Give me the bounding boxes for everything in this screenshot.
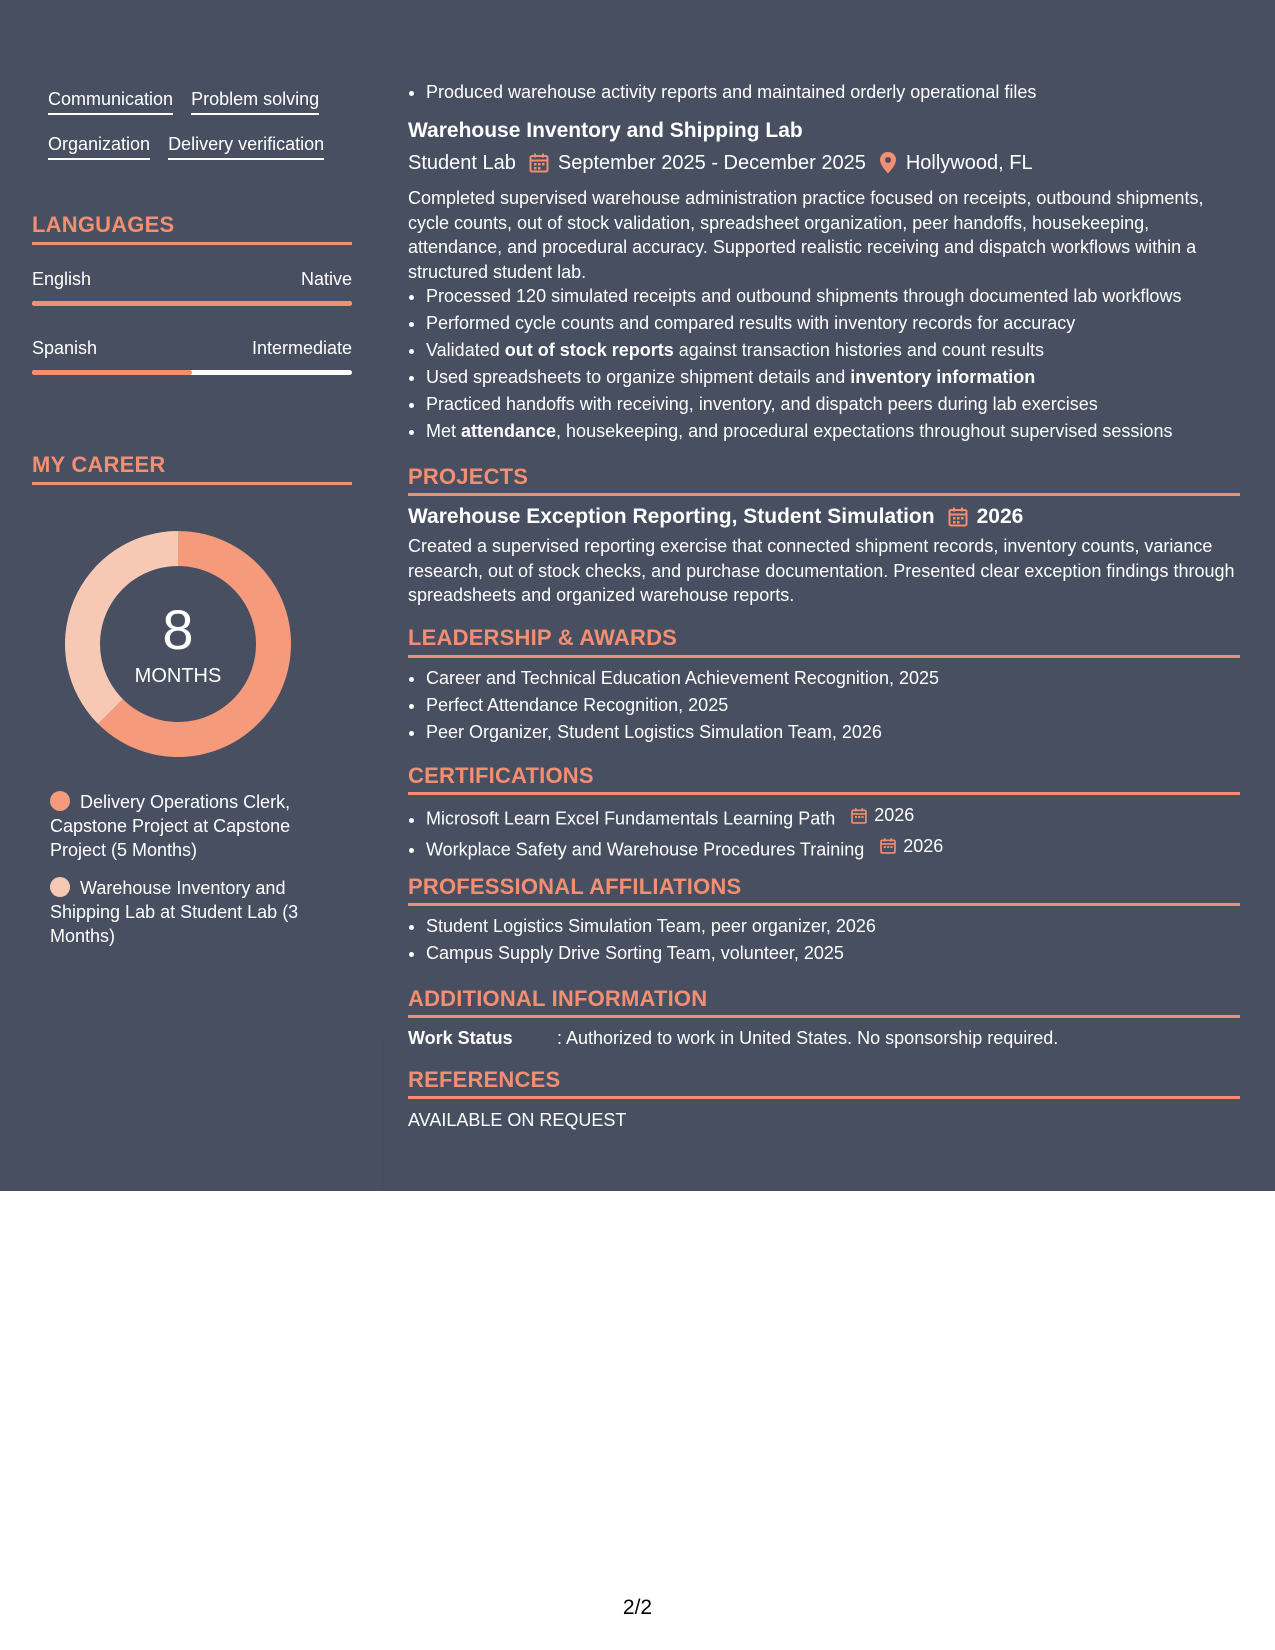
references-rule	[408, 1096, 1240, 1099]
skill-tag: Problem solving	[191, 88, 319, 115]
projects-heading: PROJECTS	[408, 464, 529, 489]
career-legend-label: Delivery Operations Clerk, Capstone Project at Capstone Project (5 Months)	[50, 792, 291, 860]
language-level-bar	[32, 301, 352, 306]
list-item	[426, 833, 1246, 864]
list-item: • Campus Supply Drive Sorting Team, volunteer, 2025	[426, 940, 1246, 967]
career-total-months: 8	[162, 598, 194, 661]
additional-heading: ADDITIONAL INFORMATION	[408, 986, 708, 1011]
project-name: Warehouse Exception Reporting, Student Simulation	[408, 505, 935, 528]
list-item: • Peer Organizer, Student Logistics Simulation Team, 2026	[426, 719, 1246, 746]
career-unit: MONTHS	[134, 665, 222, 687]
list-item: • Used spreadsheets to organize shipment details and inventory information	[426, 364, 1246, 391]
certification-name: Microsoft Learn Excel Fundamentals Learning Path	[426, 808, 836, 829]
experience-summary: Completed supervised warehouse administration practice focused on receipts, outbound shipments, cycle counts, out of stock validation, spreadsheet organization, peer handoffs, housekeeping, attendance, and procedural accuracy. Supported realistic receiving and dispatch workflows within a structured student lab.	[408, 188, 1204, 282]
list-item: • Student Logistics Simulation Team, peer organizer, 2026	[426, 913, 1246, 940]
list-item: • Performed cycle counts and compared results with inventory records for accuracy	[426, 310, 1246, 337]
experience-dates: September 2025 - December 2025	[557, 152, 866, 174]
certification-year: 2026	[903, 835, 944, 856]
experience-org: Student Lab	[408, 152, 516, 174]
language-level-bar	[32, 370, 352, 375]
skill-tag: Communication	[48, 88, 173, 115]
certifications-list	[426, 802, 1246, 863]
career-legend-label: Warehouse Inventory and Shipping Lab at Student Lab (3 Months)	[50, 878, 299, 946]
list-item: • Met attendance, housekeeping, and procedural expectations throughout supervised sessions	[426, 418, 1246, 445]
affiliations-rule	[408, 903, 1240, 906]
calendar-icon	[879, 837, 897, 855]
work-status-value: : Authorized to work in United States. No sponsorship required.	[557, 1028, 1059, 1048]
career-legend-item	[50, 790, 320, 862]
list-item: • Processed 120 simulated receipts and outbound shipments through documented lab workflows	[426, 283, 1246, 310]
project-title-row	[408, 504, 1023, 530]
calendar-icon	[947, 506, 969, 528]
list-item	[426, 802, 1246, 833]
awards-rule	[408, 655, 1240, 658]
affiliations-list	[426, 913, 1246, 967]
work-status-label: Work Status	[408, 1028, 513, 1048]
experience-bullets	[426, 283, 1246, 445]
certifications-rule	[408, 792, 1240, 795]
languages-rule	[32, 242, 352, 245]
references-text: AVAILABLE ON REQUEST	[408, 1110, 627, 1130]
list-item: • Career and Technical Education Achievement Recognition, 2025	[426, 665, 1246, 692]
skills-row-2	[48, 133, 324, 160]
language-level: Native	[300, 269, 352, 289]
list-item: • Produced warehouse activity reports and maintained orderly operational files	[426, 79, 1246, 106]
project-year: 2026	[976, 505, 1024, 528]
career-heading: MY CAREER	[32, 452, 166, 477]
list-item: • Perfect Attendance Recognition, 2025	[426, 692, 1246, 719]
legend-dot-icon	[50, 877, 70, 897]
experience-title: Warehouse Inventory and Shipping Lab	[408, 119, 803, 142]
skill-tag: Delivery verification	[168, 133, 324, 160]
career-rule	[32, 482, 352, 485]
certification-name: Workplace Safety and Warehouse Procedures Training	[426, 839, 865, 859]
skills-row-1	[48, 88, 319, 115]
experience-meta	[408, 150, 1033, 176]
location-pin-icon	[878, 151, 898, 175]
list-item: • Practiced handoffs with receiving, inventory, and dispatch peers during lab exercises	[426, 391, 1246, 418]
calendar-icon	[528, 152, 550, 174]
language-name: Spanish	[32, 338, 98, 358]
language-level: Intermediate	[251, 338, 352, 358]
skill-tag: Organization	[48, 133, 150, 160]
experience-bullets-previous	[426, 79, 1246, 106]
affiliations-heading: PROFESSIONAL AFFILIATIONS	[408, 874, 742, 899]
work-status-row	[408, 1026, 1238, 1051]
list-item: • Validated out of stock reports against transaction histories and count results	[426, 337, 1246, 364]
calendar-icon	[850, 807, 868, 825]
legend-dot-icon	[50, 791, 70, 811]
language-english	[32, 268, 352, 306]
references-heading: REFERENCES	[408, 1067, 561, 1092]
certifications-heading: CERTIFICATIONS	[408, 763, 594, 788]
page-number: 2/2	[622, 1596, 653, 1619]
experience-location: Hollywood, FL	[905, 152, 1033, 174]
language-name: English	[32, 269, 92, 289]
awards-heading: LEADERSHIP & AWARDS	[408, 625, 678, 650]
languages-heading: LANGUAGES	[32, 212, 175, 237]
project-description: Created a supervised reporting exercise that connected shipment records, inventory counts, variance research, out of stock checks, and purchase documentation. Presented clear exception findings through spreadsheets and organized warehouse reports.	[408, 536, 1235, 605]
career-donut-center	[64, 530, 292, 758]
language-level-fill	[32, 301, 352, 306]
awards-list	[426, 665, 1246, 746]
language-level-fill	[32, 370, 192, 375]
certification-year: 2026	[874, 805, 915, 825]
additional-rule	[408, 1015, 1240, 1018]
column-divider	[382, 1040, 383, 1190]
projects-rule	[408, 493, 1240, 496]
career-legend-item	[50, 876, 320, 948]
language-spanish	[32, 337, 352, 375]
